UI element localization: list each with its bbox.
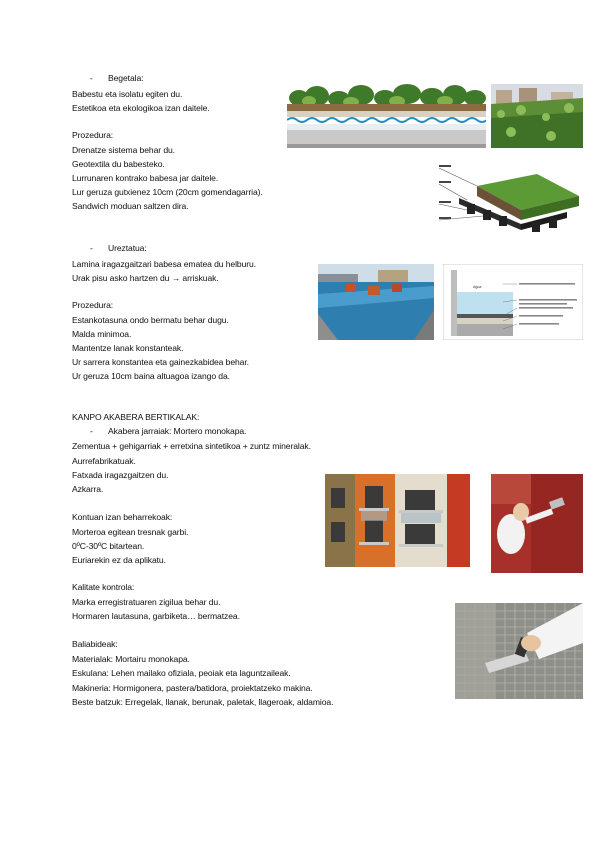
text-line: Aurrefabrikatuak. bbox=[72, 456, 136, 466]
text-line: 0ºC-30ºC bitartean. bbox=[72, 541, 145, 551]
green-roof-photo bbox=[491, 84, 583, 148]
facade-building-photo bbox=[325, 474, 470, 567]
text-line: Eskulana: Lehen mailako ofiziala, peoiak eta laguntzaileak. bbox=[72, 668, 291, 678]
bullet-title: Akabera jarraiak: Mortero monokapa. bbox=[108, 426, 247, 436]
roof-pond-photo bbox=[318, 264, 434, 340]
text-line: Lur geruza gutxienez 10cm (20cm gomendagarria). bbox=[72, 187, 263, 197]
text-line: Ur geruza 10cm baina altuagoa izango da. bbox=[72, 371, 230, 381]
roof-pond-section-diagram bbox=[443, 264, 583, 340]
text-line: Marka erregistratuaren zigilua behar du. bbox=[72, 597, 221, 607]
text-line: Ur sarrera konstantea eta gainezkabidea behar. bbox=[72, 357, 249, 367]
text-line: Lurrunaren kontrako babesa jar daitele. bbox=[72, 173, 219, 183]
bullet-title: Ureztatua: bbox=[108, 243, 147, 253]
trowel-mesh-photo bbox=[455, 603, 583, 699]
text-line: Materialak: Mortairu monokapa. bbox=[72, 654, 190, 664]
green-roof-section-image bbox=[287, 84, 486, 148]
quality-title: Kalitate kontrola: bbox=[72, 582, 135, 592]
text-line: Malda minimoa. bbox=[72, 329, 132, 339]
text-line: Drenatze sistema behar du. bbox=[72, 145, 175, 155]
text-line: Estankotasuna ondo bermatu behar dugu. bbox=[72, 315, 229, 325]
text-line: Estetikoa eta ekologikoa izan daitele. bbox=[72, 103, 210, 113]
text-line: Beste batzuk: Erregelak, llanak, berunak, paletak, llageroak, aldamioa. bbox=[72, 697, 334, 707]
text-line: Makineria: Hormigonera, pastera/batidora, proiektatzeko makina. bbox=[72, 683, 313, 693]
green-roof-module-diagram bbox=[437, 156, 583, 240]
text-line: Euriarekin ez da aplikatu. bbox=[72, 555, 166, 565]
resources-title: Baliabideak: bbox=[72, 639, 118, 649]
bullet-akabera: - Akabera jarraiak: Mortero monokapa. bbox=[90, 426, 247, 436]
pond-label-text: Agua bbox=[473, 285, 482, 289]
mortar-application-photo bbox=[491, 474, 583, 573]
text-line: Lamina iragazgaitzari babesa ematea du helburu. bbox=[72, 259, 257, 269]
text-line: Azkarra. bbox=[72, 484, 104, 494]
text-line: Zementua + gehigarriak + erretxina sintetikoa + zuntz mineralak. bbox=[72, 441, 311, 451]
text-line: Fatxada iragazgaitzen du. bbox=[72, 470, 169, 480]
text-line: Sandwich moduan saltzen dira. bbox=[72, 201, 189, 211]
text-line: Babestu eta isolatu egiten du. bbox=[72, 89, 183, 99]
section-heading: KANPO AKABERA BERTIKALAK: bbox=[72, 412, 200, 422]
text-line: Geotextila du babesteko. bbox=[72, 159, 165, 169]
bullet-begetala: - Begetala: bbox=[90, 73, 144, 83]
text-line: Hormaren lautasuna, garbiketa… bermatzea. bbox=[72, 611, 240, 621]
bullet-title: Begetala: bbox=[108, 73, 144, 83]
bullet-ureztatua: - Ureztatua: bbox=[90, 243, 147, 253]
consider-title: Kontuan izan beharrekoak: bbox=[72, 512, 173, 522]
procedure-title: Prozedura: bbox=[72, 300, 114, 310]
procedure-title: Prozedura: bbox=[72, 130, 114, 140]
text-line: Mantentze lanak konstanteak. bbox=[72, 343, 184, 353]
text-line: Urak pisu asko hartzen du → arriskuak. bbox=[72, 273, 219, 283]
text-line: Morteroa egitean tresnak garbi. bbox=[72, 527, 189, 537]
